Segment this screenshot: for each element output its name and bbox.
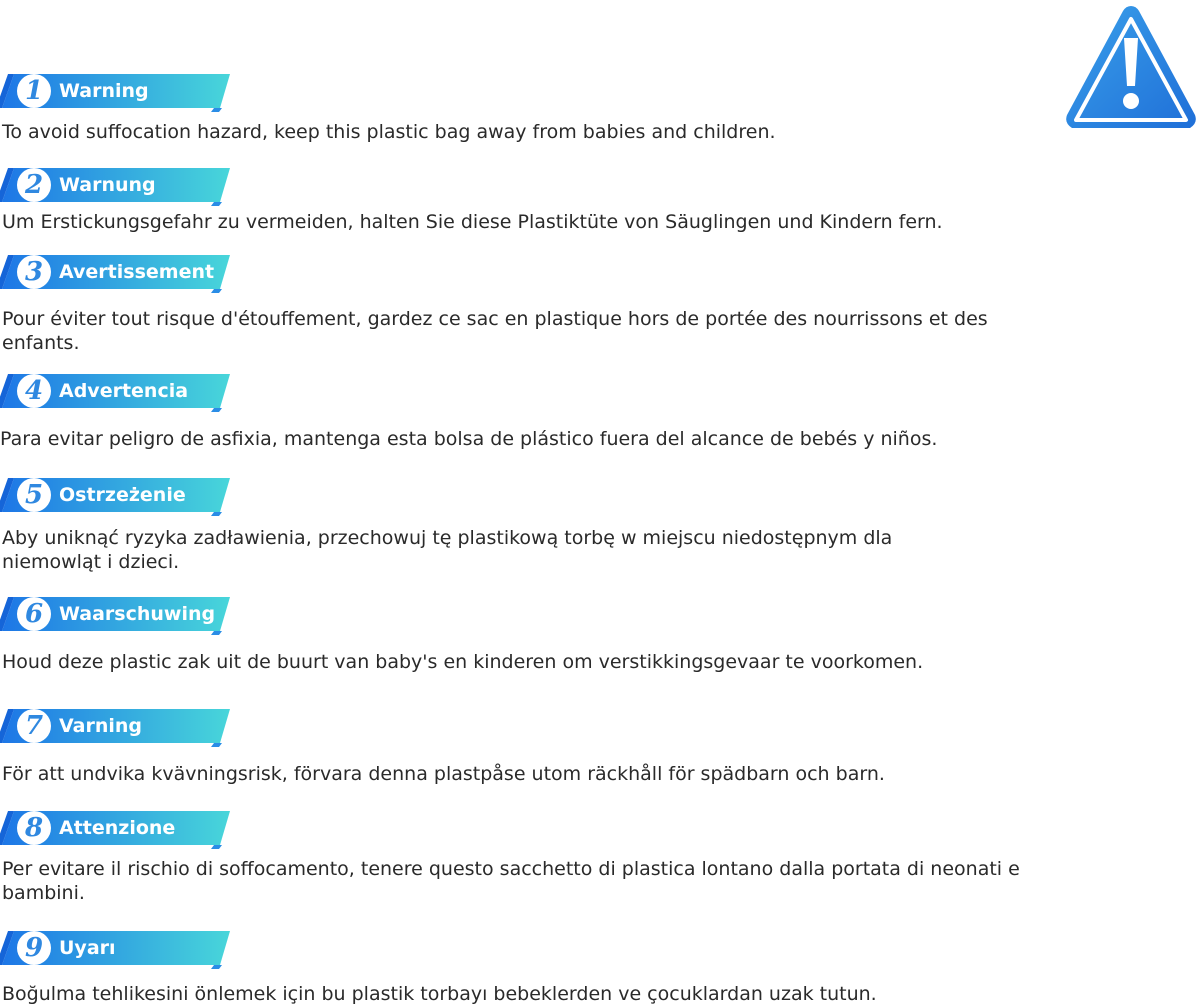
language-banner — [0, 805, 232, 849]
warning-text: För att undvika kvävningsrisk, förvara denna plastpåse utom räckhåll för spädbarn och barn. — [2, 763, 885, 785]
language-banner — [0, 472, 232, 516]
language-title: Warning — [59, 80, 149, 102]
language-banner — [0, 368, 232, 412]
language-title: Avertissement — [59, 261, 215, 283]
language-banner — [0, 68, 232, 112]
language-title: Varning — [59, 715, 143, 737]
item-number: 6 — [24, 599, 44, 629]
warning-text: Houd deze plastic zak uit de buurt van baby's en kinderen om verstikkingsgevaar te voorkomen. — [2, 651, 924, 673]
item-number: 8 — [24, 813, 44, 843]
warning-text: Pour éviter tout risque d'étouffement, gardez ce sac en plastique hors de portée des nourrissons et des enfants. — [2, 308, 988, 354]
language-banner — [0, 925, 232, 969]
language-banner — [0, 162, 232, 206]
language-banner — [0, 703, 232, 747]
warning-text: Um Erstickungsgefahr zu vermeiden, halten Sie diese Plastiktüte von Säuglingen und Kindern fern. — [2, 211, 943, 233]
warning-text: Para evitar peligro de asfixia, mantenga esta bolsa de plástico fuera del alcance de bebés y niños. — [0, 428, 938, 450]
item-number: 2 — [24, 170, 44, 200]
warning-text: Per evitare il rischio di soffocamento, tenere questo sacchetto di plastica lontano dalla portata di neonati e bambini. — [2, 858, 1020, 904]
warning-triangle-icon — [1064, 2, 1198, 132]
warning-text: Aby uniknąć ryzyka zadławienia, przechowuj tę plastikową torbę w miejscu niedostępnym dla niemowląt i dzieci. — [2, 527, 893, 573]
language-title: Waarschuwing — [59, 603, 216, 625]
item-number: 7 — [24, 711, 44, 741]
language-title: Ostrzeżenie — [59, 484, 186, 506]
item-number: 9 — [24, 933, 44, 963]
language-title: Uyarı — [59, 937, 116, 959]
warning-text: Boğulma tehlikesini önlemek için bu plastik torbayı bebeklerden ve çocuklardan uzak tutun. — [2, 983, 877, 1005]
item-number: 4 — [24, 376, 44, 406]
language-banner — [0, 249, 232, 293]
language-banner — [0, 591, 232, 635]
item-number: 1 — [24, 76, 44, 106]
language-title: Advertencia — [59, 380, 189, 402]
item-number: 5 — [24, 480, 44, 510]
warning-text: To avoid suffocation hazard, keep this plastic bag away from babies and children. — [2, 121, 776, 143]
language-title: Warnung — [59, 174, 156, 196]
item-number: 3 — [24, 257, 44, 287]
language-title: Attenzione — [59, 817, 176, 839]
